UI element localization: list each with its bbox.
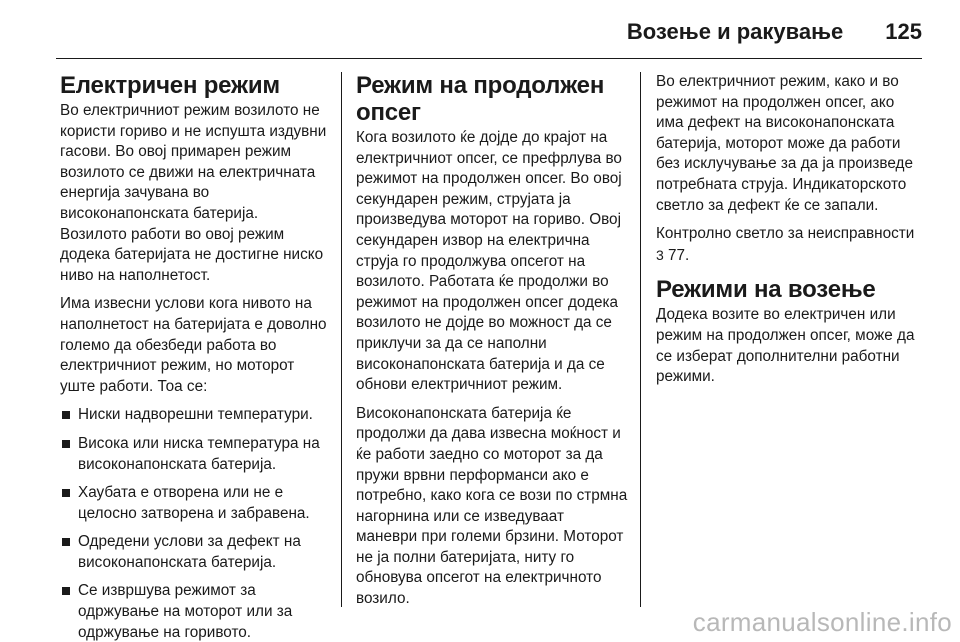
bullet-square-icon xyxy=(62,411,70,419)
header-title: Возење и ракување xyxy=(626,19,844,44)
list-item: Одредени услови за дефект на високонапонската батерија. xyxy=(60,532,328,573)
page-header xyxy=(56,12,922,52)
column-divider-1 xyxy=(341,72,342,607)
bullet-square-icon xyxy=(62,587,70,595)
paragraph: Во електричниот режим возилото не користи гориво и не испушта издувни гасови. Во овој примарен режим возилото се движи на електричната енергија зачувана во високонапонската батерија. Возилото работи во овој режим додека батеријата не достигне ниско ниво на наполнетост. xyxy=(60,102,327,284)
list-item: Се извршува режимот за одржување на моторот или за одржување на горивото. xyxy=(60,581,328,642)
reference-arrow-icon: 3 xyxy=(656,246,664,263)
paragraph: Додека возите во електричен или режим на продолжен опсег, може да се изберат дополнителни работни режими. xyxy=(656,306,915,386)
page-number: 125 xyxy=(885,19,922,44)
condition-list xyxy=(60,405,328,642)
list-item: Хаубата е отворена или не е целосно затворена и забравена. xyxy=(60,483,328,524)
column-1 xyxy=(60,72,328,642)
header-divider xyxy=(56,58,922,59)
paragraph: Во електричниот режим, како и во режимот на продолжен опсег, ако има дефект на високонапонската батерија, моторот може да работи без исклучување за да ја произведе потребната струја. Индикаторското светло за дефект ќе се запали. xyxy=(656,73,913,214)
cross-reference[interactable] xyxy=(656,224,926,266)
column-3 xyxy=(656,72,926,396)
bullet-square-icon xyxy=(62,489,70,497)
paragraph: Има извесни услови кога нивото на наполнетост на батеријата е доволно големо да обезбеди работа во електричниот режим, но моторот уште работи. Тоа се: xyxy=(60,295,327,395)
section-heading-extended-range: Режим на продолжен опсег xyxy=(356,72,605,126)
section-heading-electric-mode: Електричен режим xyxy=(60,72,280,99)
column-2 xyxy=(356,72,628,618)
list-item: Ниски надворешни температури. xyxy=(60,405,328,426)
column-divider-2 xyxy=(640,72,641,607)
paragraph: Високонапонската батерија ќе продолжи да дава извесна моќност и ќе работи заедно со моторот за да пружи врвни перформанси ако е потребно, како кога се вози по стрмна нагорнина или се изведуваат маневри при големи брзини. Моторот не ја полни батеријата, ниту го обновува опсегот на електричното возило. xyxy=(356,404,628,608)
paragraph: Кога возилото ќе дојде до крајот на електричниот опсег, се префрлува во режимот на продолжен опсег. Во овој секундарен режим, струјата ја произведува моторот на гориво. Овој секундарен извор на електрична струја го продолжува опсегот на возилото. Работата ќе продолжи во режимот на продолжен опсег додека возилото не дојде во можност да се приклучи за да се наполни високонапонската батерија и да се обнови електричниот режим. xyxy=(356,129,622,394)
bullet-square-icon xyxy=(62,538,70,546)
reference-text: Контролно светло за неисправности xyxy=(656,225,915,243)
reference-page: 77. xyxy=(668,246,690,264)
watermark: carmanualsonline.info xyxy=(692,607,952,637)
bullet-square-icon xyxy=(62,440,70,448)
list-item: Висока или ниска температура на високонапонската батерија. xyxy=(60,434,328,475)
section-heading-driving-modes: Режими на возење xyxy=(656,276,876,304)
